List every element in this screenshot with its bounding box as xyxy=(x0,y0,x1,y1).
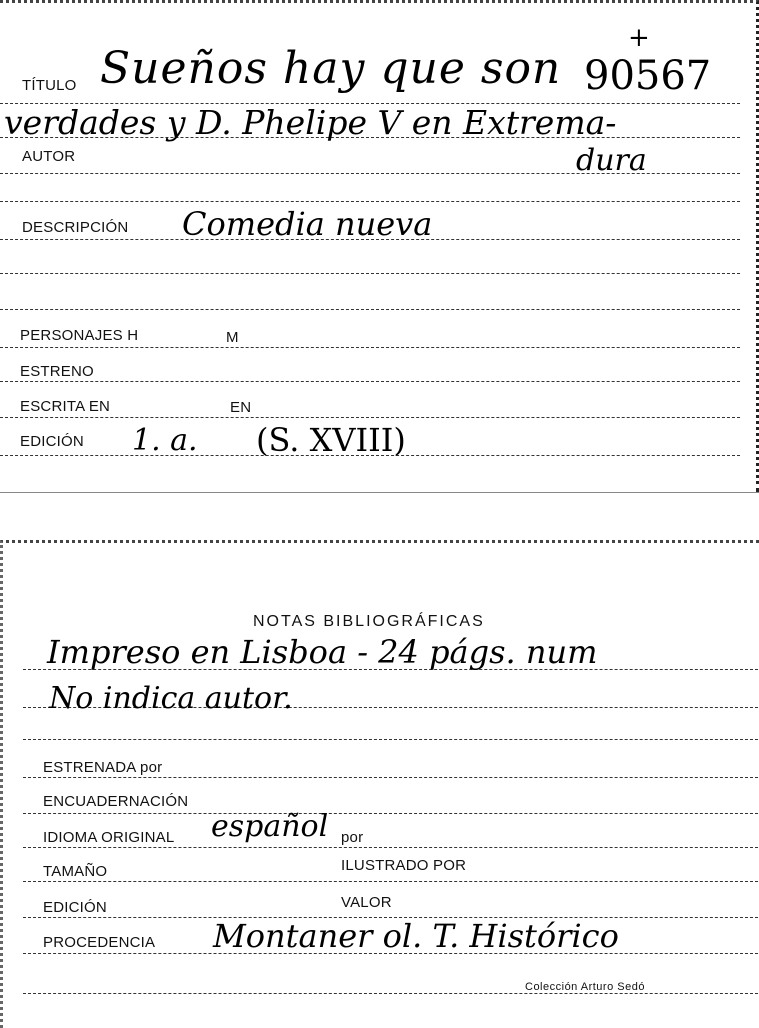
rule-tamano xyxy=(23,881,758,882)
handwritten-title-line1: Sueños hay que son xyxy=(100,43,562,94)
catalog-card-front xyxy=(0,0,759,492)
label-edicion-2: EDICIÓN xyxy=(43,899,107,916)
rule-escrita xyxy=(0,417,740,418)
handwritten-descripcion: Comedia nueva xyxy=(182,205,433,243)
rule-estrenada xyxy=(23,777,758,778)
rule-descripcion-3 xyxy=(0,309,740,310)
label-ilustrado: ILUSTRADO POR xyxy=(341,857,467,874)
rule-notas-3 xyxy=(23,739,758,740)
label-valor: VALOR xyxy=(341,894,392,911)
handwritten-edicion-century: (S. XVIII) xyxy=(256,421,406,459)
rule-autor-2 xyxy=(0,201,740,202)
label-autor: AUTOR xyxy=(22,148,76,165)
rule-personajes xyxy=(0,347,740,348)
label-idioma-por: por xyxy=(341,829,364,846)
rule-estreno xyxy=(0,381,740,382)
rule-idioma xyxy=(23,847,758,848)
heading-notas: NOTAS BIBLIOGRÁFICAS xyxy=(253,613,485,630)
catalog-card-back xyxy=(0,540,759,1028)
label-idioma: IDIOMA ORIGINAL xyxy=(43,829,175,846)
label-titulo: TÍTULO xyxy=(22,77,77,94)
label-en: EN xyxy=(230,399,252,416)
label-personajes-h: PERSONAJES H xyxy=(20,327,139,344)
handwritten-procedencia: Montaner ol. T. Histórico xyxy=(213,917,619,955)
handwritten-idioma: español xyxy=(211,809,329,844)
label-edicion: EDICIÓN xyxy=(20,433,84,450)
card-separator xyxy=(0,492,759,493)
rule-bottom xyxy=(23,993,758,994)
label-estrenada: ESTRENADA por xyxy=(43,759,163,776)
handwritten-edicion: 1. a. xyxy=(132,423,198,458)
label-escrita-en: ESCRITA EN xyxy=(20,398,111,415)
handwritten-title-line2: verdades y D. Phelipe V en Extrema- xyxy=(4,103,617,142)
rule-encuadernacion xyxy=(23,813,758,814)
collection-footer: Colección Arturo Sedó xyxy=(525,981,645,993)
label-personajes-m: M xyxy=(226,329,239,346)
cross-mark: + xyxy=(628,23,650,53)
rule-descripcion-2 xyxy=(0,273,740,274)
handwritten-notes-line1: Impreso en Lisboa - 24 págs. num xyxy=(47,633,598,671)
label-procedencia: PROCEDENCIA xyxy=(43,934,156,951)
label-encuadernacion: ENCUADERNACIÓN xyxy=(43,793,189,810)
handwritten-notes-line2: No indica autor. xyxy=(49,681,293,716)
handwritten-title-line3: dura xyxy=(576,143,647,178)
label-descripcion: DESCRIPCIÓN xyxy=(22,219,129,236)
label-estreno: ESTRENO xyxy=(20,363,94,380)
label-tamano: TAMAÑO xyxy=(43,863,108,880)
handwritten-catalog-number: 90567 xyxy=(584,53,712,99)
